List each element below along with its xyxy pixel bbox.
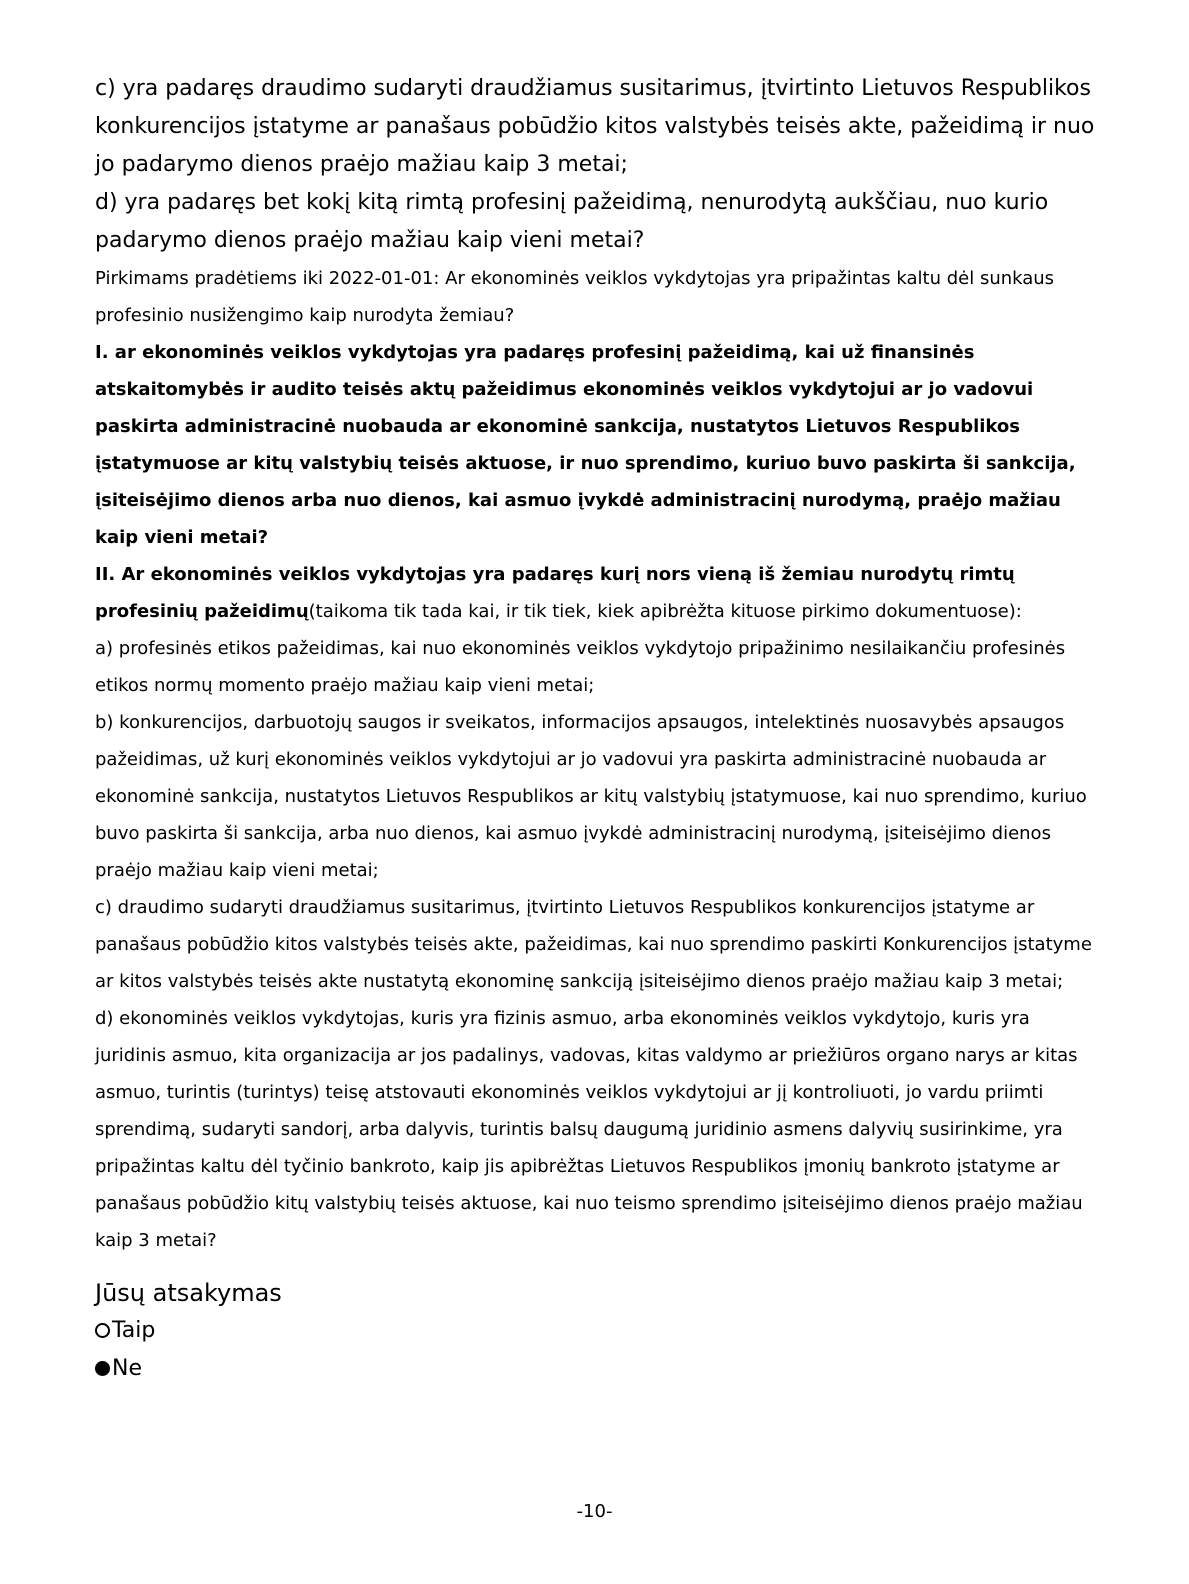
text-run: (taikoma tik tada kai, ir tik tiek, kiek apibrėžta kituose pirkimo dokumentuose):: [308, 601, 1022, 622]
answer-section: [95, 1275, 1095, 1387]
text-run: a) profesinės etikos pažeidimas, kai nuo ekonominės veiklos vykdytojo pripažinimo nesilaikančiu profesinės etikos normų momento praėjo mažiau kaip vieni metai;: [95, 638, 1066, 696]
paragraph-clause-d-top: [95, 184, 1095, 260]
paragraph-sub-item-a: [95, 630, 1095, 704]
document-content: [95, 70, 1095, 1259]
text-run: b) konkurencijos, darbuotojų saugos ir sveikatos, informacijos apsaugos, intelektinės nuosavybės apsaugos pažeidimas, už kurį ekonominės veiklos vykdytojui ar jo vadovui yra paskirta administracinė nuobauda ar ekonominė sankcija, nustatytos Lietuvos Respublikos ar kitų valstybių įstatymuose, kai nuo sprendimo, kuriuo buvo paskirta ši sankcija, arba nuo dienos, kai asmuo įvykdė administracinį nurodymą, įsiteisėjimo dienos praėjo mažiau kaip vieni metai;: [95, 712, 1087, 881]
paragraph-sub-item-d: [95, 1000, 1095, 1259]
radio-unselected-icon[interactable]: [95, 1323, 110, 1338]
paragraph-clause-c-top: [95, 70, 1095, 184]
page-number: -10-: [576, 1501, 613, 1522]
radio-selected-icon[interactable]: [95, 1361, 110, 1376]
paragraph-sub-item-c: [95, 889, 1095, 1000]
radio-option-label: Taip: [112, 1317, 156, 1343]
radio-option-label: Ne: [112, 1355, 142, 1381]
paragraph-item-I: [95, 334, 1095, 556]
answer-options: [95, 1311, 1095, 1387]
answer-label: Jūsų atsakymas: [95, 1279, 282, 1307]
radio-option-taip[interactable]: [95, 1311, 1095, 1349]
bold-text-run: II. Ar ekonominės veiklos vykdytojas yra padaręs kurį nors vieną iš žemiau nurodytų rimtų profesinių pažeidimų: [95, 564, 1015, 622]
radio-option-ne[interactable]: [95, 1349, 1095, 1387]
text-run: Pirkimams pradėtiems iki 2022-01-01: Ar ekonominės veiklos vykdytojas yra pripažintas kaltu dėl sunkaus profesinio nusižengimo kaip nurodyta žemiau?: [95, 268, 1055, 326]
text-run: d) yra padaręs bet kokį kitą rimtą profesinį pažeidimą, nenurodytą aukščiau, nuo kurio padarymo dienos praėjo mažiau kaip vieni metai?: [95, 190, 1049, 253]
paragraph-intro-before-2022: [95, 260, 1095, 334]
bold-text-run: I. ar ekonominės veiklos vykdytojas yra padaręs profesinį pažeidimą, kai už finansinės atskaitomybės ir audito teisės aktų pažeidimus ekonominės veiklos vykdytojui ar jo vadovui paskirta administracinė nuobauda ar ekonominė sankcija, nustatytos Lietuvos Respublikos įstatymuose ar kitų valstybių teisės aktuose, ir nuo sprendimo, kuriuo buvo paskirta ši sankcija, įsiteisėjimo dienos arba nuo dienos, kai asmuo įvykdė administracinį nurodymą, praėjo mažiau kaip vieni metai?: [95, 342, 1076, 548]
paragraph-item-II: [95, 556, 1095, 630]
paragraph-sub-item-b: [95, 704, 1095, 889]
text-run: c) yra padaręs draudimo sudaryti draudžiamus susitarimus, įtvirtinto Lietuvos Respublikos konkurencijos įstatyme ar panašaus pobūdžio kitos valstybės teisės akte, pažeidimą ir nuo jo padarymo dienos praėjo mažiau kaip 3 metai;: [95, 76, 1095, 177]
text-run: c) draudimo sudaryti draudžiamus susitarimus, įtvirtinto Lietuvos Respublikos konkurencijos įstatyme ar panašaus pobūdžio kitos valstybės teisės akte, pažeidimas, kai nuo sprendimo paskirti Konkurencijos įstatyme ar kitos valstybės teisės akte nustatytą ekonominę sankciją įsiteisėjimo dienos praėjo mažiau kaip 3 metai;: [95, 897, 1092, 992]
text-run: d) ekonominės veiklos vykdytojas, kuris yra fizinis asmuo, arba ekonominės veiklos vykdytojo, kuris yra juridinis asmuo, kita organizacija ar jos padalinys, vadovas, kitas valdymo ar priežiūros organo narys ar kitas asmuo, turintis (turintys) teisę atstovauti ekonominės veiklos vykdytojui ar jį kontroliuoti, jo vardu priimti sprendimą, sudaryti sandorį, arba dalyvis, turintis balsų daugumą juridinio asmens dalyvių susirinkime, yra pripažintas kaltu dėl tyčinio bankroto, kaip jis apibrėžtas Lietuvos Respublikos įmonių bankroto įstatyme ar panašaus pobūdžio kitų valstybių teisės aktuose, kai nuo teismo sprendimo įsiteisėjimo dienos praėjo mažiau kaip 3 metai?: [95, 1008, 1083, 1251]
